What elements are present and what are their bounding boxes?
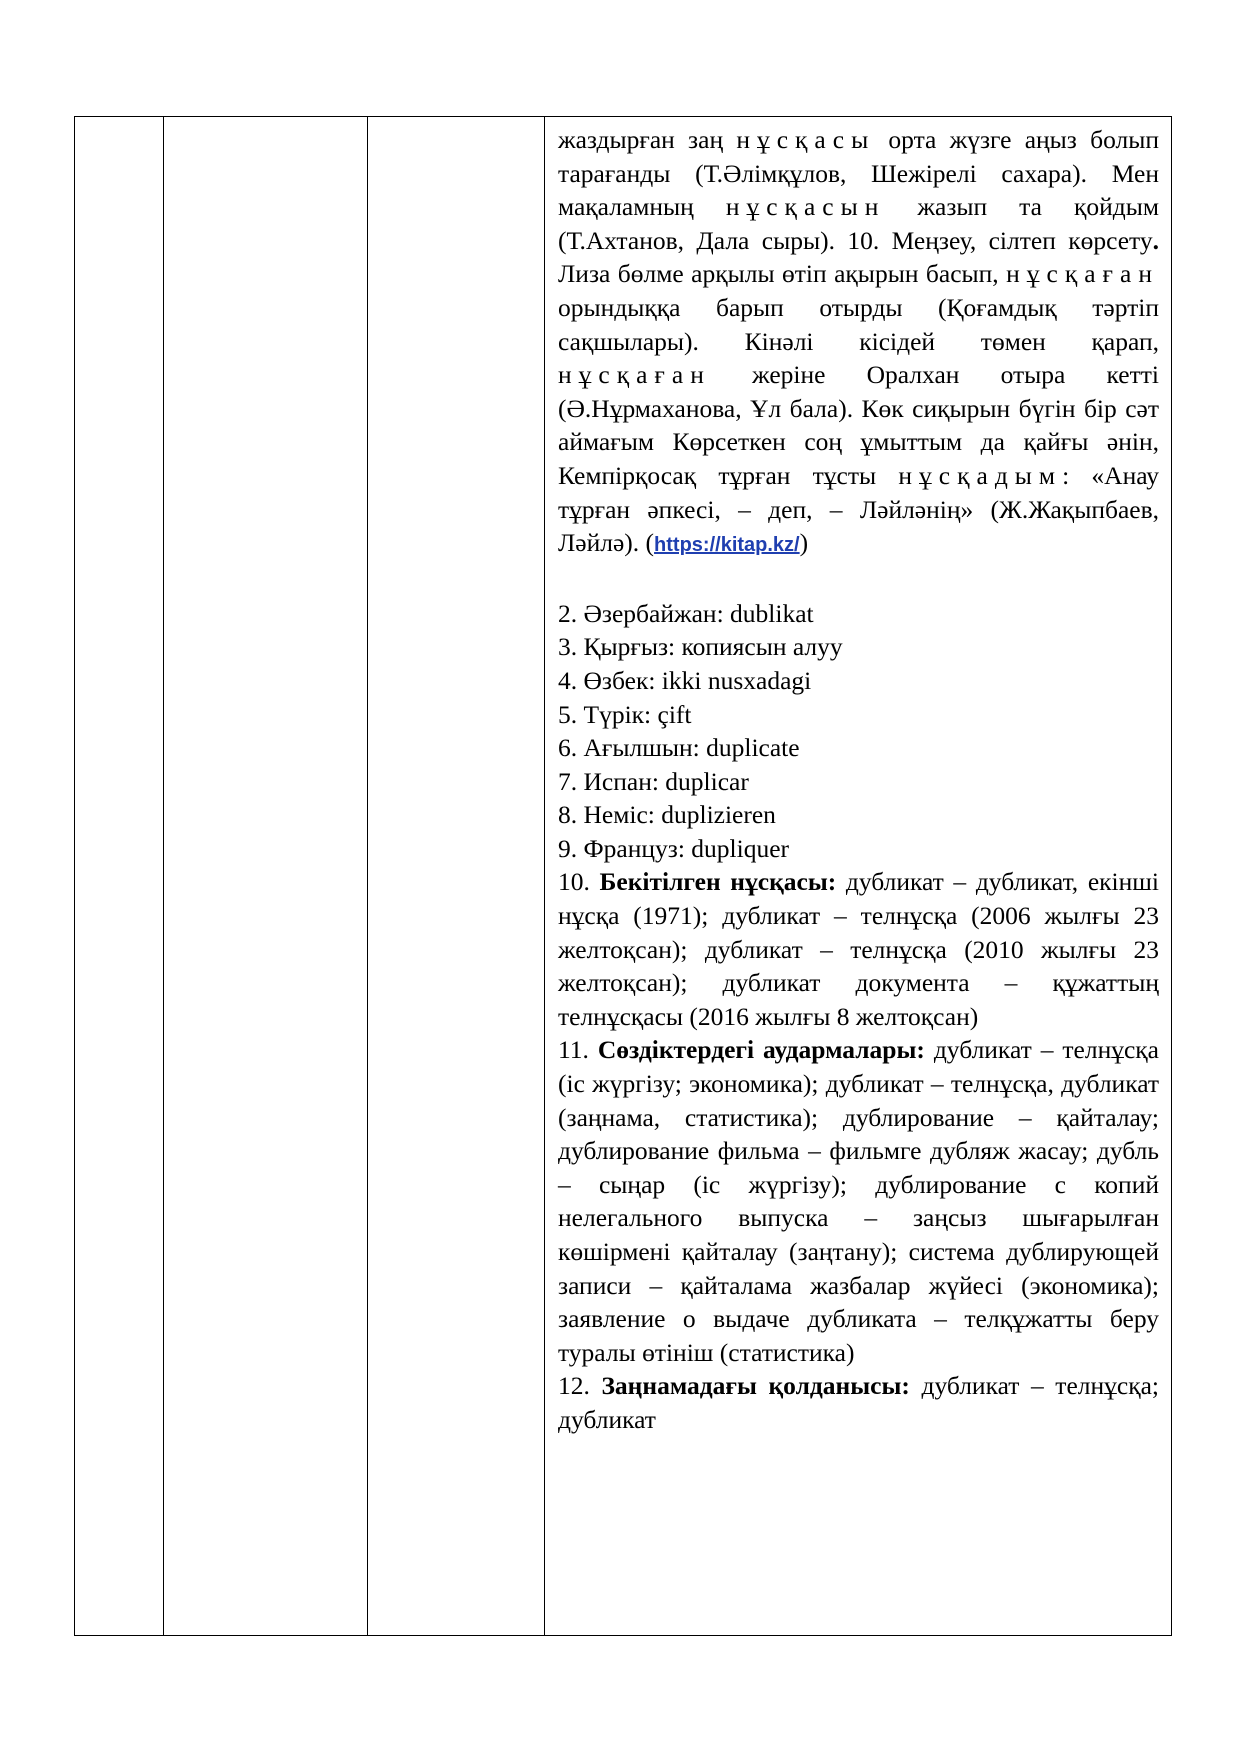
translation-item: 2. Әзербайжан: dublikat — [558, 598, 814, 628]
column-divider — [544, 117, 545, 1635]
column-divider — [163, 117, 164, 1635]
approved-version-entry: 10. Бекітілген нұсқасы: дубликат – дубликат, екінші нұсқа (1971); дубликат – телнұсқа (2006 жылғы 23 желтоқсан); дубликат – телнұсқа (2010 жылғы 23 желтоқсан); дубликат документа – құжаттың телнұсқасы (2016 жылғы 8 желтоқсан) — [558, 867, 1159, 1031]
dictionary-translations-entry: 11. Сөздіктердегі аудармалары: дубликат – телнұсқа (іс жүргізу; экономика); дубликат – телнұсқа, дубликат (заңнама, статистика); дублирование – қайталау; дублирование фильма – фильмге дубляж жасау; дубль – сыңар (іс жүргізу); дублирование с копий нелегального выпуска – заңсыз шығарылған көшірмені қайталау (заңтану); система дублирующей записи – қайталама жазбалар жүйесі (экономика); заявление о выдаче дубликата – телқұжатты беру туралы өтініш (статистика) — [558, 1035, 1159, 1367]
legislation-usage-entry: 12. Заңнамадағы қолданысы: дубликат – телнұсқа; дубликат — [558, 1371, 1159, 1434]
usage-examples: жаздырған заң нұсқасы орта жүзге аңыз болып тарағанды (Т.Әлімқұлов, Шежірелі сахара). Мен мақаламның нұсқасын жазып та қойдым (Т.Ахтанов, Дала сыры). 10. Меңзеу, сілтеп көрсету. Лиза бөлме арқылы өтіп ақырын басып, нұсқаған орындыққа барып отырды (Қоғамдық тәртіп сақшылары). Кінәлі кісідей төмен қарап, нұсқаған жеріне Оралхан отыра кетті (Ә.Нұрмаханова, Ұл бала). Көк сиқырын бүгін бір сәт аймағым Көрсеткен соң ұмыттым да қайғы әнін, Кемпірқосақ тұрған тұсты нұсқадым: «Анау тұрған әпкесі, – деп, – Ләйләнің» (Ж.Жақыпбаев, Ләйлә). (https://kitap.kz/) — [558, 125, 1160, 558]
term-table — [74, 116, 1172, 1636]
translation-item: 5. Түрік: çift — [558, 699, 692, 729]
source-link[interactable]: https://kitap.kz/ — [654, 534, 800, 557]
translation-item: 9. Француз: dupliquer — [558, 833, 790, 863]
translation-item: 6. Ағылшын: duplicate — [558, 733, 800, 763]
translation-item: 8. Неміс: duplizieren — [558, 800, 776, 830]
translation-item: 4. Өзбек: ikki nusxadagi — [558, 665, 812, 695]
column-divider — [367, 117, 368, 1635]
translation-item: 3. Қырғыз: копиясын алуу — [558, 632, 843, 662]
content-cell — [558, 123, 1159, 1437]
translation-item: 7. Испан: duplicar — [558, 766, 749, 796]
